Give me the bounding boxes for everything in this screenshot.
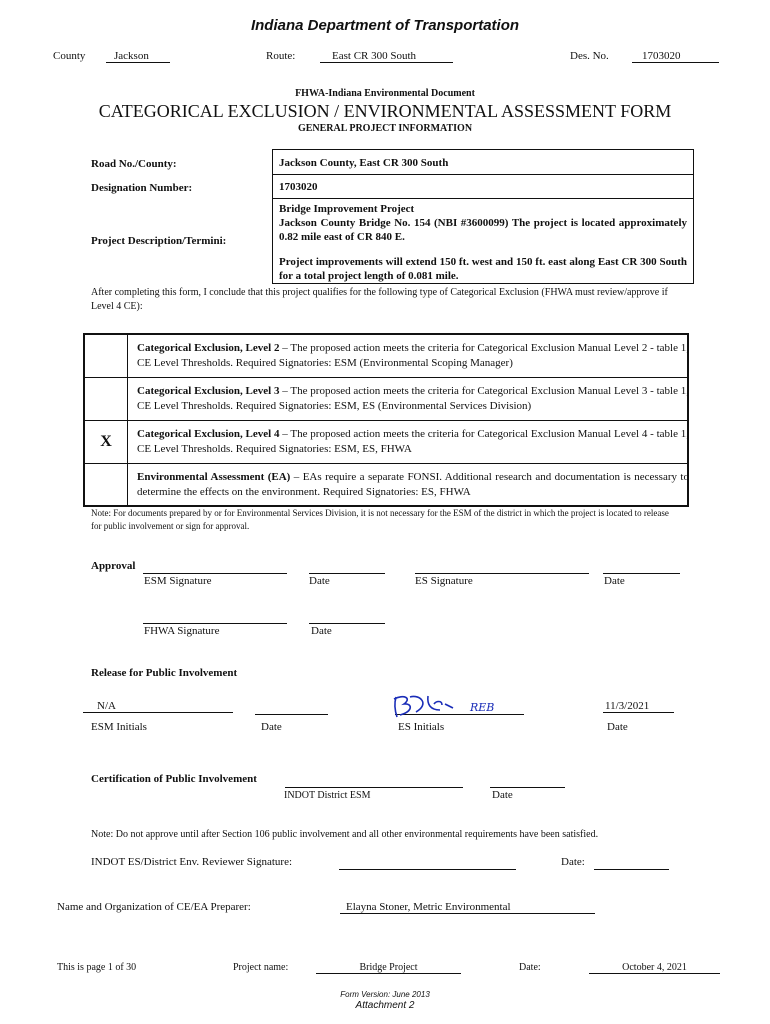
county-value: Jackson (106, 50, 170, 63)
section-title: GENERAL PROJECT INFORMATION (297, 123, 473, 134)
certification-label: Certification of Public Involvement (91, 773, 257, 785)
ce-checkbox-level-3[interactable] (85, 378, 128, 420)
reviewer-label: INDOT ES/District Env. Reviewer Signature: (91, 856, 293, 868)
ce-option-ea[interactable] (85, 464, 687, 505)
designation-value: 1703020 (273, 175, 694, 199)
ce-text-ea: – EAs require a separate FONSI. Additional research and documentation is necessary to determine the effects on the environment. Required Signatories: ES, FHWA (137, 471, 689, 498)
project-name-value: Bridge Project (316, 962, 461, 974)
conclusion-text: After completing this form, I conclude that this project qualifies for the following type of Categorical Exclusion (FHWA must review/approve if Level 4 CE): (91, 287, 668, 312)
note-section-106: Note: Do not approve until after Section 106 public involvement and all other environmental requirements have been satisfied. (91, 829, 599, 840)
project-info-table (91, 149, 694, 284)
form-title: CATEGORICAL EXCLUSION / ENVIRONMENTAL ASSESSMENT FORM (98, 101, 672, 121)
ce-checkbox-level-2[interactable] (85, 335, 128, 377)
release-label: Release for Public Involvement (91, 667, 238, 679)
note-es-division: Note: For documents prepared by or for Environmental Services Division, it is not necessary for the ESM of the district in which the project is located to release for public involvement or sign for approval. (91, 508, 669, 531)
esm-initials-label: ESM Initials (91, 721, 147, 733)
fhwa-signature-label: FHWA Signature (144, 625, 220, 637)
ce-options-box (83, 333, 689, 507)
certification-signature-line[interactable] (285, 787, 463, 788)
esm-initials-value[interactable]: N/A (83, 700, 233, 713)
ce-option-level-4[interactable] (85, 421, 690, 464)
approval-date-line-2[interactable] (603, 573, 680, 574)
page-number: This is page 1 of 30 (57, 962, 137, 973)
es-signature-line[interactable] (415, 573, 589, 574)
description-value (273, 199, 694, 284)
footer-date-value: October 4, 2021 (589, 962, 720, 974)
approval-date-line-1[interactable] (309, 573, 385, 574)
es-initials-signature (390, 692, 525, 722)
es-initials-label: ES Initials (398, 721, 445, 733)
esm-signature-line[interactable] (143, 573, 287, 574)
description-line-1: Bridge Improvement Project (279, 203, 415, 215)
approval-date-label-1: Date (309, 575, 330, 587)
fhwa-date-line[interactable] (309, 623, 385, 624)
es-initials-suffix: REB (470, 701, 495, 714)
doc-type: FHWA-Indiana Environmental Document (295, 88, 475, 99)
reviewer-date-line[interactable] (594, 869, 669, 870)
ce-text-level-4: – The proposed action meets the criteria for Categorical Exclusion Manual Level 4 - table 1, CE Level Thresholds. Required Signatories: ESM, ES, FHWA (137, 428, 690, 455)
ce-checkbox-level-4[interactable]: X (85, 421, 128, 463)
preparer-label: Name and Organization of CE/EA Preparer: (57, 901, 251, 913)
fhwa-signature-line[interactable] (143, 623, 287, 624)
reviewer-date-label: Date: (561, 856, 585, 868)
form-version: Form Version: June 2013 (340, 990, 430, 999)
road-value: Jackson County, East CR 300 South (273, 150, 694, 175)
es-signature-label: ES Signature (415, 575, 473, 587)
ce-text-level-2: – The proposed action meets the criteria for Categorical Exclusion Manual Level 2 - table 1, CE Level Thresholds. Required Signatories: ESM (Environmental Scoping Manager) (137, 342, 690, 369)
agency-title: Indiana Department of Transportation (250, 17, 520, 34)
route-value: East CR 300 South (320, 50, 453, 63)
ce-option-level-3[interactable] (85, 378, 690, 421)
ce-title-level-2: Categorical Exclusion, Level 2 (137, 342, 280, 354)
approval-date-label-2: Date (604, 575, 625, 587)
ce-option-level-2[interactable] (85, 335, 690, 378)
description-line-3: Project improvements will extend 150 ft. west and 150 ft. east along East CR 300 South for a total project length of 0.081 mile. (279, 256, 687, 282)
description-line-2: Jackson County Bridge No. 154 (NBI #3600099) The project is located approximately 0.82 mile east of CR 840 E. (279, 217, 687, 243)
des-label: Des. No. (570, 50, 609, 62)
ce-title-ea: Environmental Assessment (EA) (137, 471, 291, 483)
esm-signature-label: ESM Signature (144, 575, 212, 587)
des-value: 1703020 (632, 50, 719, 63)
es-date-label: Date (607, 721, 628, 733)
attachment-label: Attachment 2 (355, 1000, 415, 1011)
county-label: County (53, 50, 86, 62)
certification-date-label: Date (492, 789, 513, 801)
ce-text-level-3: – The proposed action meets the criteria for Categorical Exclusion Manual Level 3 - table 1, CE Level Thresholds. Required Signatories: ESM, ES (Environmental Services Division) (137, 385, 690, 412)
ce-title-level-3: Categorical Exclusion, Level 3 (137, 385, 280, 397)
release-date-line[interactable] (255, 714, 328, 715)
fhwa-date-label: Date (311, 625, 332, 637)
preparer-value[interactable]: Elayna Stoner, Metric Environmental (340, 901, 595, 914)
es-date-value[interactable]: 11/3/2021 (603, 700, 674, 713)
designation-label: Designation Number: (91, 181, 193, 194)
road-label: Road No./County: (91, 157, 177, 170)
route-label: Route: (266, 50, 296, 62)
project-name-label: Project name: (233, 962, 289, 973)
reviewer-signature-line[interactable] (339, 869, 516, 870)
certification-date-line[interactable] (490, 787, 565, 788)
approval-label: Approval (91, 560, 136, 572)
description-label: Project Description/Termini: (91, 235, 227, 247)
ce-checkbox-ea[interactable] (85, 464, 128, 505)
footer-date-label: Date: (519, 962, 541, 973)
certification-esm-label: INDOT District ESM (284, 790, 371, 801)
ce-title-level-4: Categorical Exclusion, Level 4 (137, 428, 280, 440)
release-date-label: Date (261, 721, 282, 733)
